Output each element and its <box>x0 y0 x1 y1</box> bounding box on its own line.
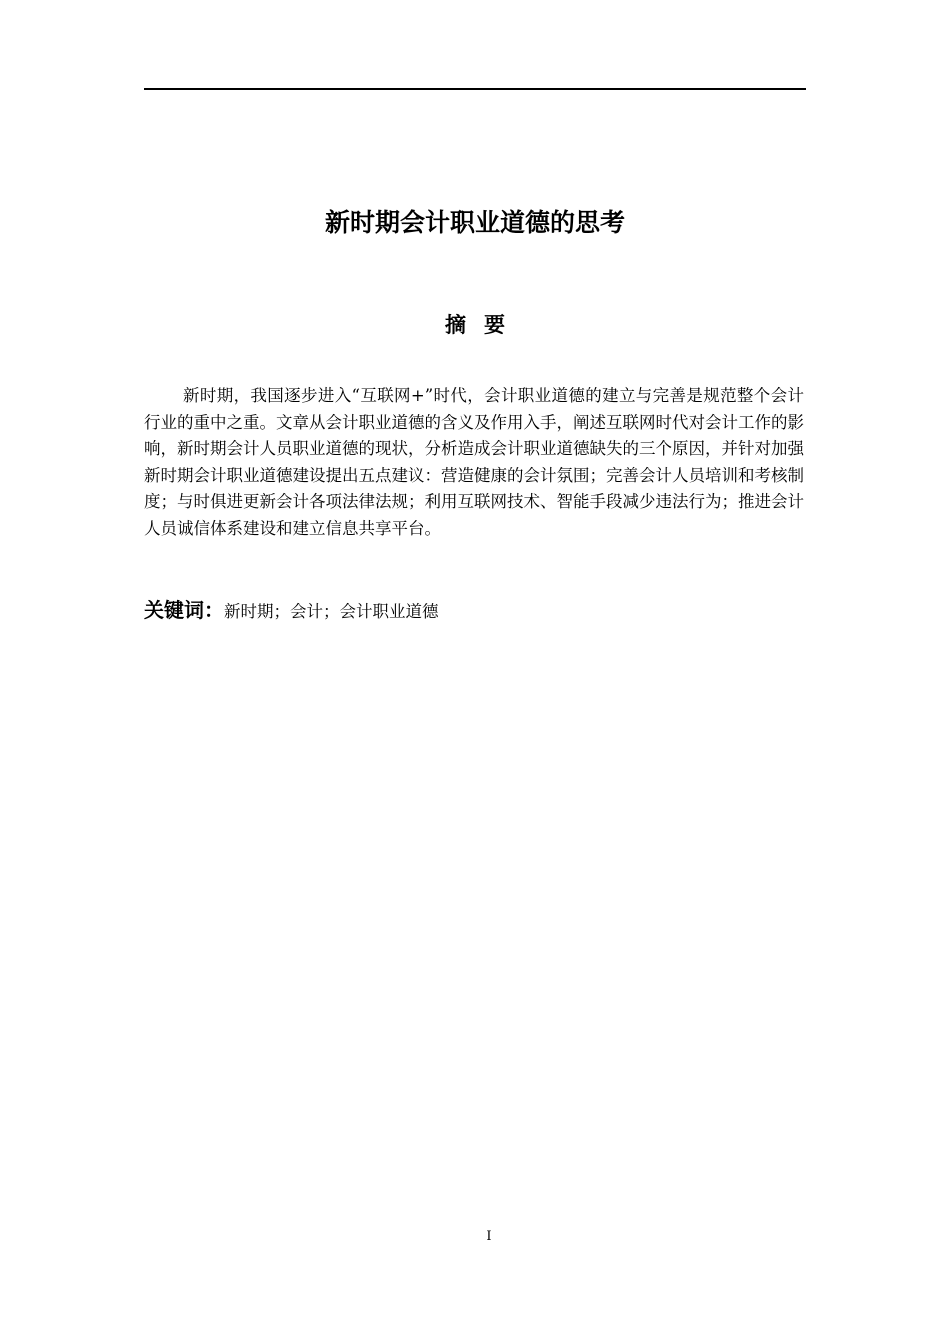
page-number: I <box>486 1229 492 1244</box>
keywords-value: 新时期；会计；会计职业道德 <box>224 602 439 621</box>
keywords-line <box>144 594 806 628</box>
page-title: 新时期会计职业道德的思考 <box>324 208 625 237</box>
keywords-label: 关键词： <box>144 598 224 622</box>
abstract-paragraph: 新时期，我国逐步进入“互联网+”时代，会计职业道德的建立与完善是规范整个会计行业的重中之重。文章从会计职业道德的含义及作用入手，阐述互联网时代对会计工作的影响，新时期会计人员职业道德的现状，分析造成会计职业道德缺失的三个原因，并针对加强新时期会计职业道德建设提出五点建议：营造健康的会计氛围；完善会计人员培训和考核制度；与时俱进更新会计各项法律法规；利用互联网技术、智能手段减少违法行为；推进会计人员诚信体系建设和建立信息共享平台。 <box>144 386 804 538</box>
abstract-heading: 摘要 <box>445 313 523 337</box>
header-rule <box>144 88 806 90</box>
